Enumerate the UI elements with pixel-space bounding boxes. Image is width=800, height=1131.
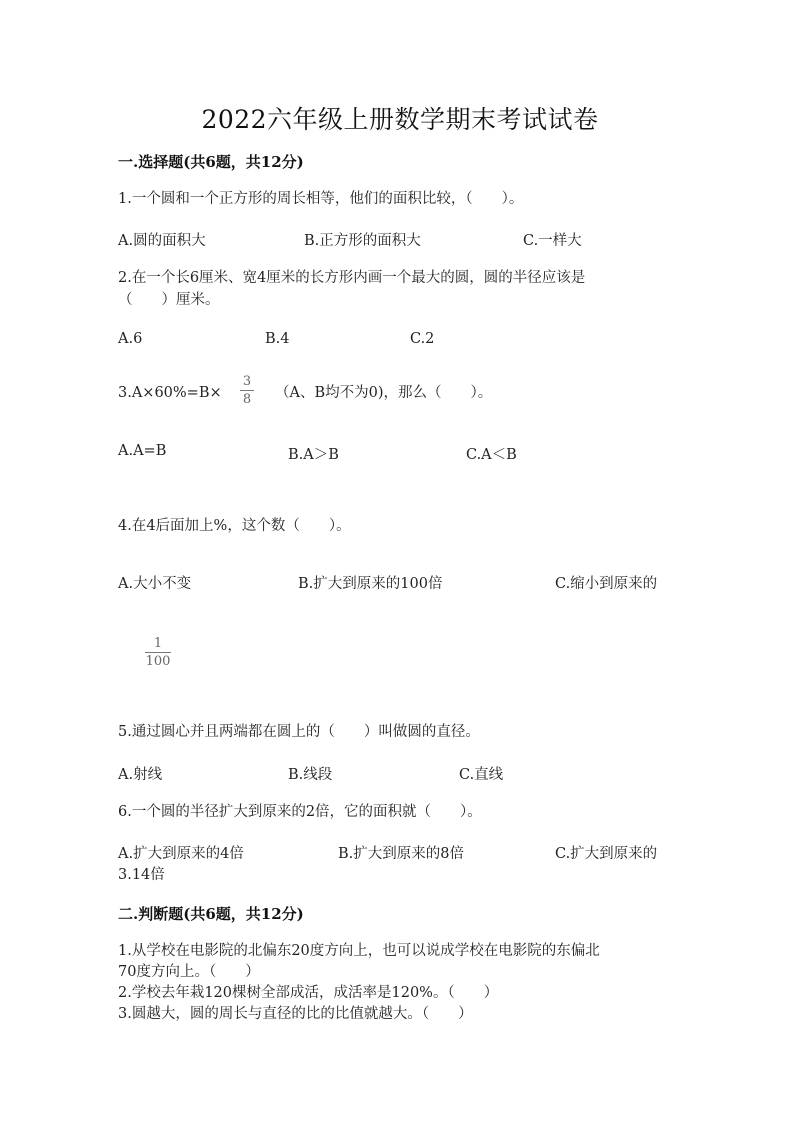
question-2-stem-line1: 2.在一个长6厘米、宽4厘米的长方形内画一个最大的圆，圆的半径应该是 bbox=[118, 270, 586, 286]
question-1-option-a: A.圆的面积大 bbox=[118, 233, 206, 249]
question-3-fraction-denominator: 8 bbox=[242, 392, 252, 407]
question-4-option-c: C.缩小到原来的 bbox=[555, 576, 658, 592]
judgment-3: 3.圆越大，圆的周长与直径的比的比值就越大。（ ） bbox=[118, 1006, 473, 1022]
fraction-bar bbox=[240, 390, 254, 391]
question-3-option-a: A.A=B bbox=[118, 443, 167, 459]
question-4-fraction bbox=[145, 636, 171, 669]
question-4-option-b: B.扩大到原来的100倍 bbox=[298, 576, 443, 592]
question-3-fraction-numerator: 3 bbox=[242, 374, 252, 389]
question-4-fraction-numerator: 1 bbox=[153, 636, 163, 651]
question-2-stem-line2: （ ）厘米。 bbox=[118, 292, 220, 308]
question-1-stem: 1.一个圆和一个正方形的周长相等，他们的面积比较，（ ）。 bbox=[118, 191, 524, 207]
section-heading-choice: 一.选择题(共6题，共12分) bbox=[118, 153, 304, 171]
question-5-option-b: B.线段 bbox=[288, 767, 333, 783]
question-3-fraction bbox=[240, 374, 254, 407]
question-5-option-c: C.直线 bbox=[459, 767, 504, 783]
question-6-stem: 6.一个圆的半径扩大到原来的2倍，它的面积就（ ）。 bbox=[118, 804, 482, 820]
question-2-option-b: B.4 bbox=[265, 331, 290, 347]
question-2-option-c: C.2 bbox=[410, 331, 435, 347]
question-3-option-b: B.A＞B bbox=[288, 447, 339, 463]
judgment-1-line2: 70度方向上。（ ） bbox=[118, 964, 260, 980]
question-6-option-b: B.扩大到原来的8倍 bbox=[338, 846, 464, 862]
question-6-option-c: C.扩大到原来的 bbox=[555, 846, 658, 862]
question-3-stem-suffix: （A、B均不为0)，那么（ ）。 bbox=[275, 385, 493, 401]
judgment-1-line1: 1.从学校在电影院的北偏东20度方向上，也可以说成学校在电影院的东偏北 bbox=[118, 943, 600, 959]
question-4-fraction-denominator: 100 bbox=[145, 654, 171, 669]
question-1-option-b: B.正方形的面积大 bbox=[304, 233, 421, 249]
question-6-option-c-continued: 3.14倍 bbox=[118, 867, 165, 883]
question-3-option-c: C.A＜B bbox=[466, 447, 517, 463]
question-4-stem: 4.在4后面加上%，这个数（ ）。 bbox=[118, 518, 351, 534]
question-6-option-a: A.扩大到原来的4倍 bbox=[118, 846, 244, 862]
section-heading-judgment: 二.判断题(共6题，共12分) bbox=[118, 905, 304, 923]
question-5-stem: 5.通过圆心并且两端都在圆上的（ ）叫做圆的直径。 bbox=[118, 724, 480, 740]
question-3-stem-prefix: 3.A×60%=B× bbox=[118, 385, 222, 401]
page-title: 2022六年级上册数学期末考试试卷 bbox=[201, 105, 599, 134]
question-5-option-a: A.射线 bbox=[118, 767, 163, 783]
judgment-2: 2.学校去年栽120棵树全部成活，成活率是120%。（ ） bbox=[118, 985, 499, 1001]
fraction-bar bbox=[145, 652, 171, 653]
question-4-option-a: A.大小不变 bbox=[118, 576, 192, 592]
question-2-option-a: A.6 bbox=[118, 331, 143, 347]
question-1-option-c: C.一样大 bbox=[523, 233, 582, 249]
